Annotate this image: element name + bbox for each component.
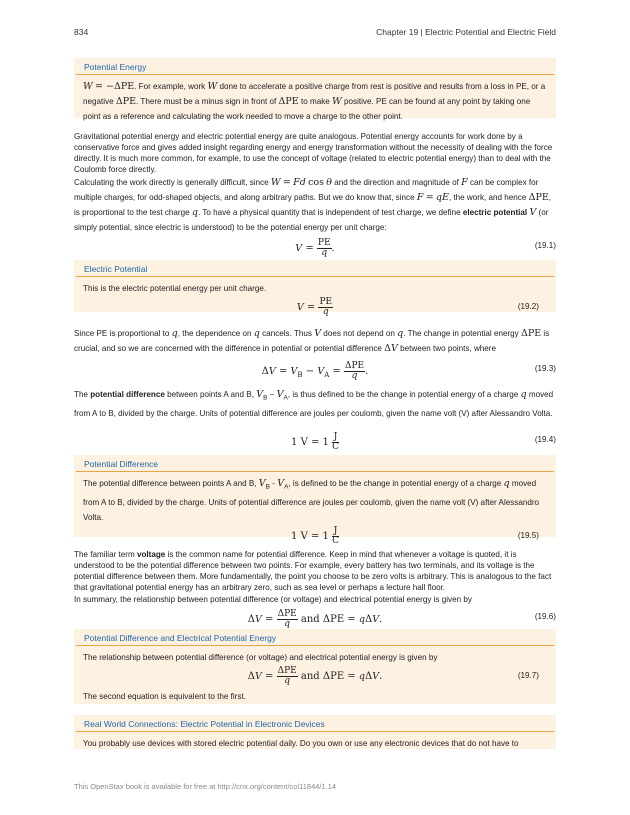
paragraph-work: Calculating the work directly is generally difficult, since W = Fd cos θ and the direction and magnitude of F can be complex for multiple charges, for odd-shaped objects, and along arbitrary paths. But we do know that, since F = qE, the work, and hence ΔPE, is proportional to the test charge q. To have a physical quantity that is independent of test charge, we define electric potential V (or simply potential, since electric is understood) to be the potential energy per unit charge: — [74, 177, 552, 232]
equation-number: (19.7) — [517, 671, 539, 680]
chapter-title: Chapter 19 | Electric Potential and Electric Field — [376, 27, 556, 37]
equation-number: (19.2) — [517, 302, 539, 311]
electric-potential-box — [74, 260, 556, 317]
page-header — [74, 27, 556, 39]
equation-number: (19.6) — [534, 612, 556, 621]
equation-19-6: ΔV = $\frac{\text{ΔPE}}{q}$ and ΔPE = qΔV. (19.6) — [247, 609, 556, 629]
equation-number: (19.4) — [534, 435, 556, 444]
equation-19-1: V = $\frac{PE}{q}$ . (19.1) — [295, 238, 556, 258]
box-title: Real World Connections: Electric Potential in Electronic Devices — [76, 715, 554, 732]
box-title: Potential Difference — [76, 455, 554, 472]
equation-19-4: 1 V = 1 $\frac{J}{C}$ (19.4) — [291, 432, 556, 452]
equation-number: (19.1) — [534, 241, 556, 250]
equation-number: (19.3) — [534, 364, 556, 373]
paragraph-dependence: Since PE is proportional to q, the dependence on q cancels. Thus V does not depend on q. The change in potential energy ΔPE is crucial, and so we are concerned with the difference in potential or potential difference ΔV between two points, where — [74, 328, 550, 354]
box-title: Potential Difference and Electrical Potential Energy — [76, 629, 554, 646]
box-title: Potential Energy — [76, 58, 554, 75]
page-footer: This OpenStax book is available for free at http://cnx.org/content/col11844/1.14 — [74, 782, 337, 791]
relationship-box — [74, 629, 556, 704]
box-body: The potential difference between points A and B, $V_B - V_A$, is defined to be the change in potential energy of a charge q moved from A to B, divided by the charge. Units of potential difference are joules per coulomb, given the name volt (V) after Alessandro Volta. 1 V = 1 $\frac{J}{C}$ (19.5) — [83, 478, 540, 546]
page-number: 834 — [74, 27, 89, 37]
box-body: W = −ΔPE. For example, work W done to accelerate a positive charge from rest is positive and results from a loss in PE, or a negative ΔPE. There must be a minus sign in front of ΔPE to make W positive. PE can be found at any point by taking one point as a reference and calculating the work needed to move a charge to the other point. — [83, 81, 546, 121]
potential-energy-box — [74, 58, 556, 121]
paragraph-summary: In summary, the relationship between potential difference (or voltage) and electrical potential energy is given by — [74, 595, 472, 604]
equation-number: (19.5) — [517, 530, 539, 540]
real-world-box — [74, 715, 556, 749]
box-body: This is the electric potential energy per unit charge. V = $\frac{PE}{q}$ (19.2) — [83, 284, 539, 317]
paragraph-analogy: Gravitational potential energy and electric potential energy are quite analogous. Potential energy accounts for work done by a conservative force and gives added insight regarding energy and energy transformation without the necessity of dealing with the force directly. It is much more common, for example, to use the concept of voltage (related to electric potential energy) than to deal with the Coulomb force directly. — [74, 132, 553, 174]
box-title: Electric Potential — [76, 260, 554, 277]
paragraph-potential-difference: The potential difference between points A and B, $V_B - V_A$, is thus defined to be the change in potential energy of a charge q moved from A to B, divided by the charge. Units of potential difference are joules per coulomb, given the name volt (V) after Alessandro Volta. — [74, 389, 554, 418]
equation-19-3: $\Delta V = V_B - V_A$ = $\frac{\text{ΔPE}}{q}$ . (19.3) — [261, 361, 556, 381]
box-body: You probably use devices with stored electric potential daily. Do you own or use any electronic devices that do not have to — [83, 739, 519, 748]
box-body: The relationship between potential difference (or voltage) and electrical potential energy is given by ΔV = $\frac{\text{ΔPE}}{q}$ and ΔPE = qΔV. (19.7) The second equation is equivalent to the first. — [83, 653, 539, 701]
potential-difference-box — [74, 455, 556, 546]
paragraph-voltage: The familiar term voltage is the common name for potential difference. Keep in mind that whenever a voltage is quoted, it is understood to be the potential difference between two points. For example, every battery has two terminals, and its voltage is the potential difference between them. More fundamentally, the point you choose to be zero volts is arbitrary. This is analogous to the fact that gravitational potential energy has an arbitrary zero, such as sea level or perhaps a lecture hall floor. — [74, 550, 552, 592]
